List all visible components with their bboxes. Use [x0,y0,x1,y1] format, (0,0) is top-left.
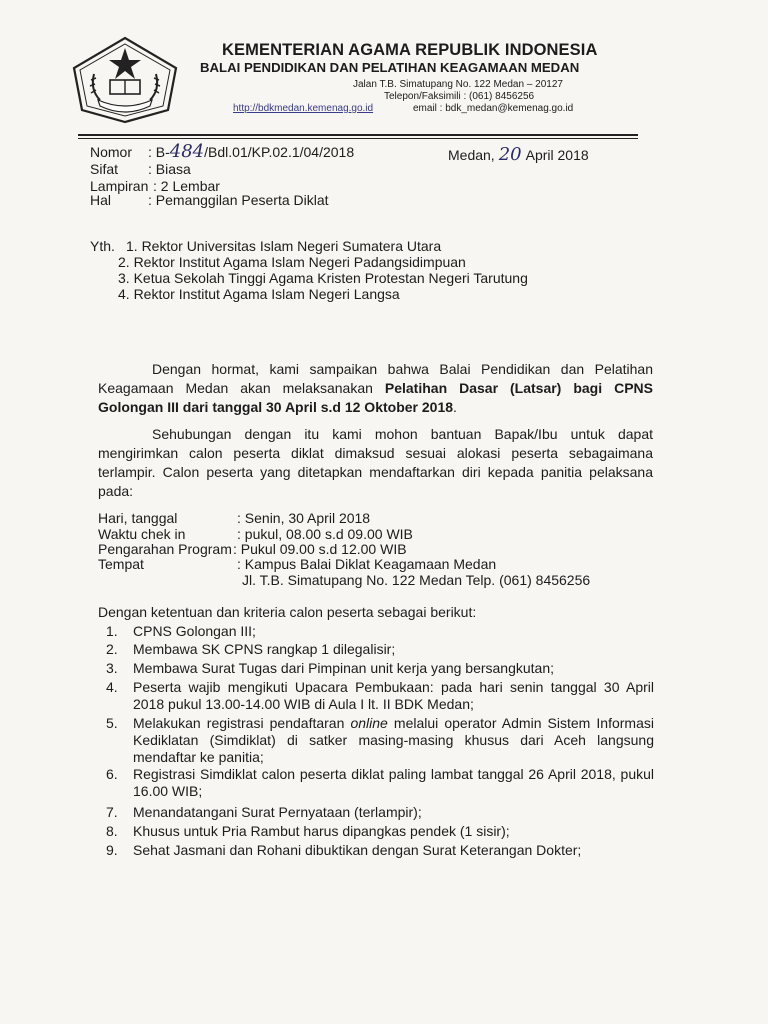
recipient-item: 3. Ketua Sekolah Tinggi Agama Kristen Protestan Negeri Tarutung [118,270,528,286]
schedule-day-value: : Senin, 30 April 2018 [237,510,371,526]
nomor-value [148,141,354,162]
schedule-place-value: : Kampus Balai Diklat Keagamaan Medan [237,556,497,572]
paragraph-intro-text: Dengan hormat, kami sampaikan bahwa Balai Pendidikan dan Pelatihan Keagamaan Medan akan melaksanakan [98,361,653,396]
date-day-handwritten: 20 [498,144,522,165]
sifat-value: : Biasa [148,161,191,177]
date-place: Medan, [448,147,495,163]
recipient-item: 1. Rektor Universitas Islam Negeri Sumatera Utara [126,238,442,254]
schedule-place-label: Tempat [98,556,144,572]
date-rest: April 2018 [525,147,589,163]
ministry-emblem-icon [70,34,180,124]
nomor-suffix: /Bdl.01/KP.02.1/04/2018 [204,144,355,160]
schedule-day-label: Hari, tanggal [98,510,178,526]
lampiran-value: : 2 Lembar [153,178,220,194]
letter-date [448,144,589,165]
ministry-name: KEMENTERIAN AGAMA REPUBLIK INDONESIA [222,41,598,59]
hal-label: Hal [90,192,112,208]
schedule-briefing-label: Pengarahan Program [98,541,232,557]
criteria-intro: Dengan ketentuan dan kriteria calon peserta sebagai berikut: [98,604,477,620]
paragraph-request: Sehubungan dengan itu kami mohon bantuan Bapak/Ibu untuk dapat mengirimkan calon peserta diklat dimaksud sesuai alokasi peserta sebagaimana terlampir. Calon peserta yang ditetapkan mendaftarkan diri kepada panitia pelaksana pada: [98,426,653,499]
lampiran-label: Lampiran [90,178,149,194]
office-email: email : bdk_medan@kemenag.go.id [413,103,574,114]
hal-value: : Pemanggilan Peserta Diklat [148,192,329,208]
sifat-label: Sifat [90,161,119,177]
nomor-handwritten: 484 [169,141,205,162]
office-address: Jalan T.B. Simatupang No. 122 Medan – 20127 [353,79,563,90]
training-title: Pelatihan Dasar (Latsar) bagi CPNS Golongan III dari tanggal 30 April s.d 12 Oktober 2018 [98,380,653,415]
header-rule-thin [78,138,638,139]
letter-page: KEMENTERIAN AGAMA REPUBLIK INDONESIA BALAI PENDIDIKAN DAN PELATIHAN KEAGAMAAN MEDAN Jalan T.B. Simatupang No. 122 Medan – 20127 Telepon/Faksimili : (061) 8456256 http://bdkmedan.kemenag.go.id email : bdk_medan@kemenag.go.id Nomor : B-484/Bdl.01/KP.02.1/04/2018 Medan, 20 April 2018 Sifat : Biasa Lampiran : 2 Lembar Hal : Pemanggilan Peserta Diklat Yth. 1. Rektor Universitas Islam Negeri Sumatera Utara 2. Rektor Institut Agama Islam Negeri Padangsidimpuan 3. Ketua Sekolah Tinggi Agama Kristen Protestan Negeri Tarutung 4. Rektor Institut Agama Islam Negeri Langsa Dengan hormat, kami sampaikan bahwa Balai Pendidikan dan Pelatihan Keagamaan Medan akan melaksanakan Pelatihan Dasar (Latsar) bagi CPNS Golongan III dari tanggal 30 April s.d 12 Oktober 2018. Sehubungan dengan itu kami mohon bantuan Bapak/Ibu untuk dapat mengirimkan calon peserta diklat dimaksud sesuai alokasi peserta sebagaimana terlampir. Calon peserta yang ditetapkan mendaftarkan diri kepada panitia pelaksana pada: Hari, tanggal : Senin, 30 April 2018 Waktu chek in : pukul, 08.00 s.d 09.00 WIB Pengarahan Program : Pukul 09.00 s.d 12.00 WIB Tempat : Kampus Balai Diklat Keagamaan Medan Jl. T.B. Simatupang No. 122 Medan Telp. (061) 8456256 Dengan ketentuan dan kriteria calon peserta sebagai berikut: 1. CPNS Golongan III; 2. Membawa SK CPNS rangkap 1 dilegalisir; 3. Membawa Surat Tugas dari Pimpinan unit kerja yang bersangkutan; 4. Peserta wajib mengikuti Upacara Pembukaan: pada hari senin tanggal 30 April 2018 pukul 13.00-14.00 WIB di Aula I lt. II BDK Medan; 5. Melakukan registrasi pendaftaran online melalui operator Admin Sistem Informasi Kediklatan (Simdiklat) di satker masing-masing khusus dari Aceh langsung mendaftar ke panitia; 6. Registrasi Simdiklat calon peserta diklat paling lambat tanggal 26 April 2018, pukul 16.00 WIB; 7. Menandatangani Surat Pernyataan (terlampir); 8. Khusus untuk Pria Rambut harus dipangkas pendek (1 sisir); 9. Sehat Jasmani dan Rohani dibuktikan dengan Surat Keterangan Dokter; [0,0,768,1024]
schedule-checkin-value: : pukul, 08.00 s.d 09.00 WIB [237,526,413,542]
schedule-briefing-value: : Pukul 09.00 s.d 12.00 WIB [233,541,407,557]
paragraph-intro [98,360,653,417]
paragraph-intro-end: . [453,399,457,415]
office-phone: Telepon/Faksimili : (061) 8456256 [384,91,535,102]
header-rule-thick [78,134,638,136]
recipient-item: 4. Rektor Institut Agama Islam Negeri Langsa [118,286,400,302]
nomor-label: Nomor [90,144,133,160]
institution-name: BALAI PENDIDIKAN DAN PELATIHAN KEAGAMAAN MEDAN [200,60,580,75]
website-link[interactable]: http://bdkmedan.kemenag.go.id [233,103,374,114]
schedule-place-address: Jl. T.B. Simatupang No. 122 Medan Telp. (061) 8456256 [242,572,591,588]
yth-label: Yth. [90,238,115,254]
recipient-item: 2. Rektor Institut Agama Islam Negeri Padangsidimpuan [118,254,466,270]
nomor-prefix: : B- [148,144,170,160]
schedule-checkin-label: Waktu chek in [98,526,186,542]
